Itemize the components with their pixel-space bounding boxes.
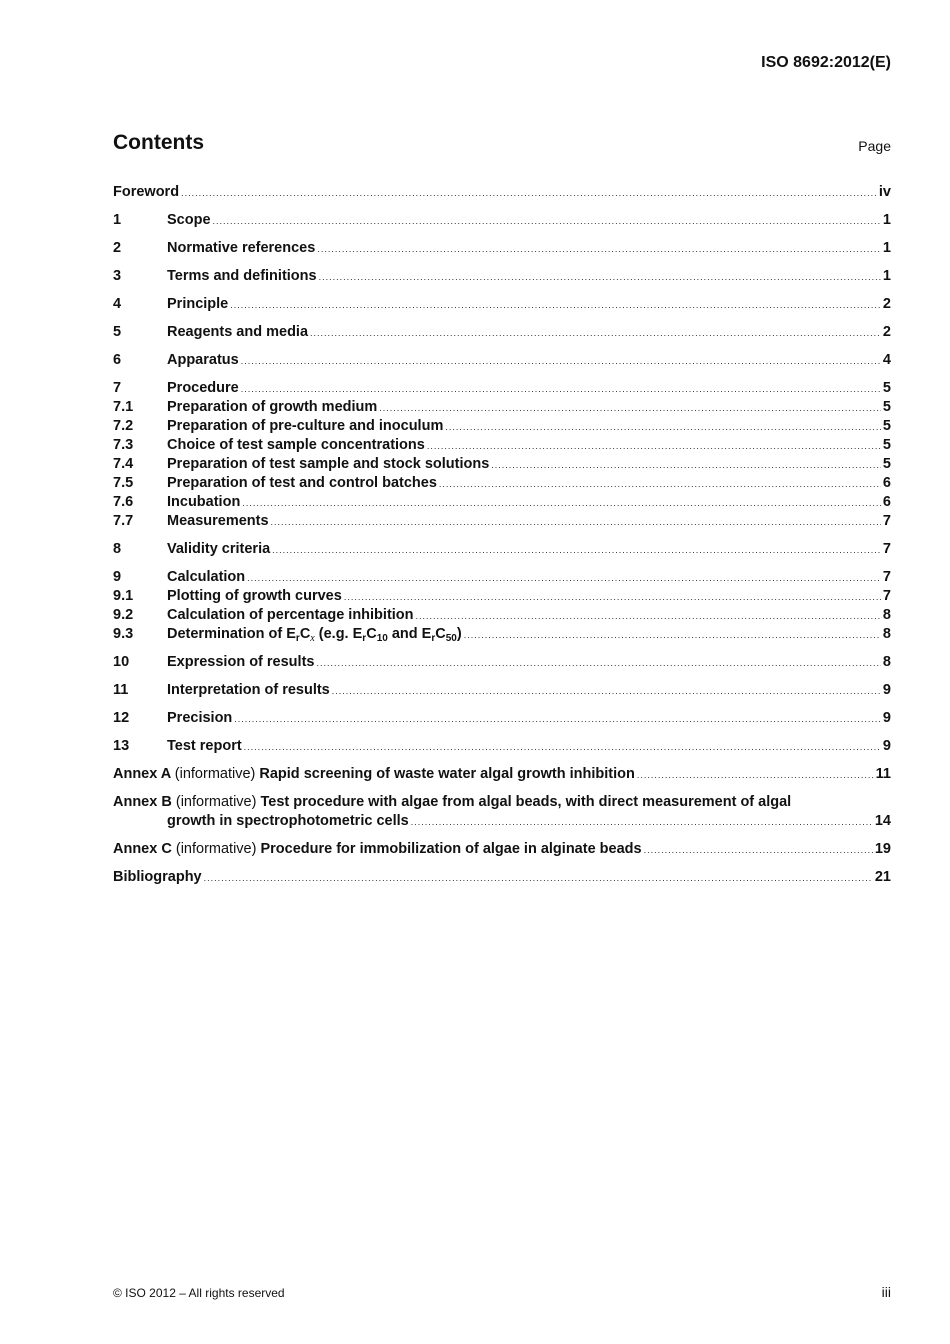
toc-page: 7 [882,588,891,604]
toc-number: 9.2 [113,607,134,623]
toc-entry[interactable] [113,351,891,370]
annex-type: (informative) [175,841,257,857]
toc-page: 19 [874,841,891,857]
toc-page: 9 [882,682,891,698]
dot-leader [181,184,877,203]
toc-page: 1 [882,268,891,284]
toc-entry[interactable] [113,681,891,700]
toc-title: Measurements [167,513,269,529]
toc-page: 9 [882,710,891,726]
toc-number: 7.7 [113,513,134,529]
dot-leader [316,654,880,673]
toc-title [167,625,462,644]
toc-entry[interactable] [113,512,891,531]
toc-title: Preparation of test and control batches [167,475,437,491]
dot-leader [332,682,881,701]
toc-page: 6 [882,475,891,491]
toc-page: 4 [882,352,891,368]
toc-title: Calculation of percentage inhibition [167,607,414,623]
toc-page: 21 [874,869,891,885]
subscript: x [310,633,315,644]
toc-title: Precision [167,710,233,726]
toc-page: 11 [875,766,891,782]
toc-number: 6 [113,352,122,368]
toc-entry-foreword[interactable] [113,183,891,202]
title-text: (e.g. E [314,626,363,642]
toc-number: 9.1 [113,588,134,604]
dot-leader [272,541,881,560]
dot-leader [234,710,881,729]
toc-title: Apparatus [167,352,239,368]
toc-entry[interactable] [113,295,891,314]
dot-leader [637,766,874,785]
toc-number: 8 [113,541,122,557]
subscript: r [295,633,300,644]
toc-page: iv [878,184,891,200]
toc-number: 4 [113,296,122,312]
toc-page: 5 [882,418,891,434]
dot-leader [439,475,881,494]
toc-page: 6 [882,494,891,510]
dot-leader [244,738,881,757]
toc-entry[interactable] [113,540,891,559]
toc-entry[interactable] [113,267,891,286]
toc-page: 5 [882,456,891,472]
annex-type: (informative) [174,766,256,782]
toc-entry[interactable] [113,436,891,455]
dot-leader [204,869,873,888]
toc-number: 12 [113,710,130,726]
toc-title: Preparation of test sample and stock solutions [167,456,490,472]
copyright-notice: © ISO 2012 – All rights reserved [113,1286,285,1300]
dot-leader [230,296,881,315]
toc-title: Foreword [113,184,180,200]
toc-entry[interactable] [113,239,891,258]
toc-entry-bibliography[interactable] [113,868,891,887]
page-column-label: Page [858,138,891,154]
title-text: ) [456,626,462,642]
toc-title: Choice of test sample concentrations [167,437,425,453]
toc-title [113,765,635,784]
toc-title: Test report [167,738,242,754]
toc-page: 2 [882,324,891,340]
dot-leader [427,437,881,456]
toc-title: Reagents and media [167,324,309,340]
toc-page: 1 [882,212,891,228]
toc-number: 7.5 [113,475,134,491]
table-of-contents [113,183,891,887]
toc-page: 5 [882,437,891,453]
toc-entry-annex-c[interactable] [113,840,891,859]
toc-title: Incubation [167,494,241,510]
title-text: Determination of E [167,626,296,642]
toc-entry-annex-a[interactable] [113,765,891,784]
toc-entry[interactable] [113,211,891,230]
toc-entry[interactable] [113,323,891,342]
page-title: Contents [113,131,204,154]
toc-number: 9.3 [113,626,134,642]
dot-leader [271,513,881,532]
toc-page: 5 [882,380,891,396]
toc-entry[interactable] [113,379,891,398]
annex-type: (informative) [175,794,257,810]
title-text: C [435,626,446,642]
subscript: 10 [376,633,388,644]
annex-label: Annex B [113,794,172,810]
toc-entry[interactable] [113,653,891,672]
dot-leader [379,399,881,418]
annex-label: Annex C [113,841,172,857]
toc-title: Procedure [167,380,239,396]
toc-page: 8 [882,654,891,670]
toc-entry[interactable] [113,625,891,644]
toc-number: 7.1 [113,399,134,415]
toc-entry-annex-b[interactable] [113,793,891,831]
toc-page: 2 [882,296,891,312]
toc-title: Expression of results [167,654,315,670]
toc-entry[interactable] [113,737,891,756]
document-id: ISO 8692:2012(E) [761,54,891,71]
dot-leader [416,607,881,626]
toc-number: 7.2 [113,418,134,434]
title-text: C [299,626,311,642]
toc-entry[interactable] [113,568,891,587]
annex-title-line [113,812,891,831]
toc-number: 13 [113,738,130,754]
toc-page: 7 [882,569,891,585]
dot-leader [310,324,881,343]
toc-title: Preparation of growth medium [167,399,378,415]
toc-page: 1 [882,240,891,256]
dot-leader [213,212,881,231]
annex-title-line [113,793,891,812]
annex-title-continued: growth in spectrophotometric cells [167,813,409,829]
dot-leader [241,352,881,371]
dot-leader [247,569,881,588]
toc-number: 1 [113,212,122,228]
toc-title: Plotting of growth curves [167,588,342,604]
toc-title: Preparation of pre-culture and inoculum [167,418,444,434]
toc-number: 5 [113,324,122,340]
toc-number: 9 [113,569,122,585]
toc-entry[interactable] [113,474,891,493]
title-text: C [366,626,377,642]
annex-title: Rapid screening of waste water algal growth inhibition [259,766,635,782]
page-number: iii [881,1284,891,1300]
dot-leader [319,268,881,287]
toc-entry[interactable] [113,587,891,606]
annex-title: Procedure for immobilization of algae in alginate beads [260,841,642,857]
dot-leader [241,380,881,399]
toc-number: 7.6 [113,494,134,510]
toc-entry[interactable] [113,398,891,417]
toc-title: Scope [167,212,211,228]
toc-entry[interactable] [113,606,891,625]
toc-page: 8 [882,607,891,623]
toc-entry[interactable] [113,493,891,512]
subscript: 50 [445,633,457,644]
dot-leader [445,418,881,437]
toc-title: Terms and definitions [167,268,317,284]
toc-number: 7 [113,380,122,396]
toc-page: 9 [882,738,891,754]
dot-leader [464,626,881,645]
toc-number: 3 [113,268,122,284]
toc-title: Principle [167,296,229,312]
toc-page: 8 [882,626,891,642]
toc-page: 5 [882,399,891,415]
toc-page: 7 [882,513,891,529]
toc-number: 7.3 [113,437,134,453]
annex-title: Test procedure with algae from algal beads, with direct measurement of algal [260,794,792,810]
dot-leader [242,494,881,513]
annex-label: Annex A [113,766,171,782]
toc-entry[interactable] [113,417,891,436]
toc-title: Calculation [167,569,246,585]
toc-title: Validity criteria [167,541,271,557]
title-text: and E [387,626,432,642]
toc-title: Normative references [167,240,316,256]
toc-page: 14 [874,813,891,829]
dot-leader [644,841,873,860]
toc-number: 11 [113,682,129,698]
toc-number: 10 [113,654,130,670]
subscript: r [431,633,436,644]
toc-number: 2 [113,240,122,256]
toc-entry[interactable] [113,709,891,728]
dot-leader [344,588,881,607]
toc-title [113,840,642,859]
dot-leader [411,813,873,832]
subscript: r [362,633,367,644]
toc-entry[interactable] [113,455,891,474]
dot-leader [491,456,881,475]
toc-number: 7.4 [113,456,134,472]
toc-page: 7 [882,541,891,557]
toc-title: Bibliography [113,869,202,885]
toc-title: Interpretation of results [167,682,330,698]
dot-leader [317,240,881,259]
